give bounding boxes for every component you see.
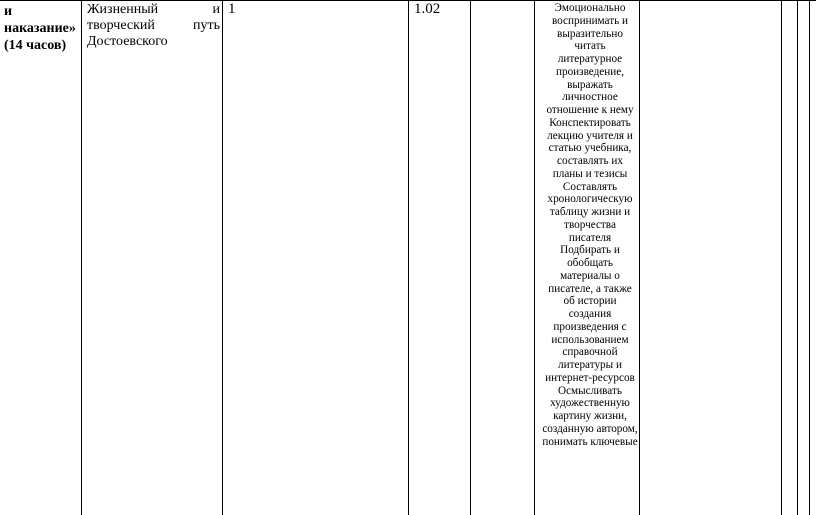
column-divider (470, 0, 471, 515)
column-divider (534, 0, 535, 515)
topic-line: и (4, 4, 13, 19)
date-cell: 1.02 (414, 1, 441, 17)
table-right-border (809, 0, 810, 515)
topic-line: наказание» (4, 21, 76, 36)
column-divider (222, 0, 223, 515)
column-divider (408, 0, 409, 515)
column-divider (81, 0, 82, 515)
topic-line: (14 часов) (4, 38, 67, 53)
lesson-topic-line: Жизненный и (87, 2, 220, 17)
column-divider (639, 0, 640, 515)
column-divider (781, 0, 782, 515)
lesson-topic-line: творческий путь (87, 18, 220, 33)
column-divider (797, 0, 798, 515)
lesson-topic-cell (87, 2, 220, 50)
topic-cell (4, 3, 80, 54)
hours-cell: 1 (228, 1, 236, 17)
activities-cell: Эмоционально воспринимать и выразительно читать литературное произведение, выражать личностное отношение к нему Конспектировать лекцию учителя и статью учебника, составлять их планы и тезисы Составлять хронологическую таблицу жизни и творчества писателя Подбирать и обобщать материалы о писателе, а также об истории создания произведения с использованием справочной литературы и интернет-ресурсов Осмысливать художественную картину жизни, созданную автором, понимать ключевые (542, 2, 638, 448)
lesson-topic-line: Достоевского (87, 34, 168, 49)
